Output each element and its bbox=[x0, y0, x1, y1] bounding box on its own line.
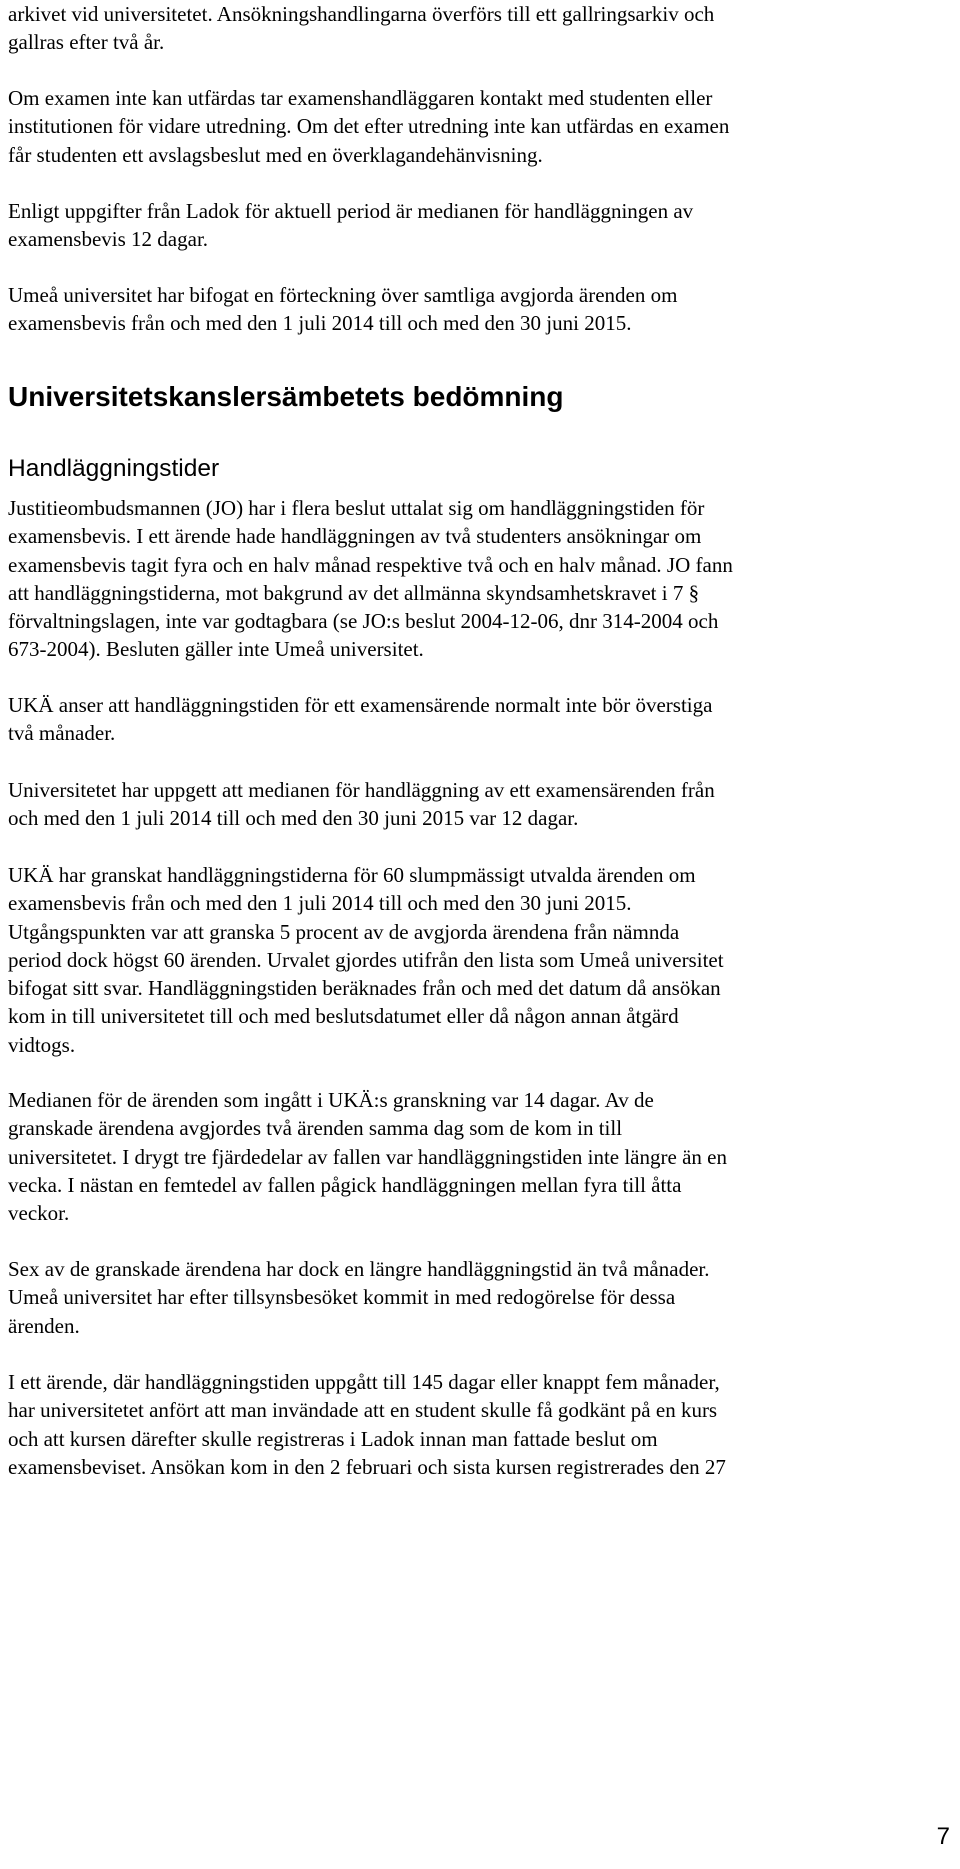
text-line: examensbeviset. Ansökan kom in den 2 februari och sista kursen registrerades den 27 bbox=[8, 1454, 726, 1479]
text-line: UKÄ har granskat handläggningstiderna för 60 slumpmässigt utvalda ärenden om bbox=[8, 863, 696, 887]
text-line: Justitieombudsmannen (JO) har i flera beslut uttalat sig om handläggningstiden för bbox=[8, 496, 705, 520]
text-line: gallras efter två år. bbox=[8, 30, 165, 55]
page-number: 7 bbox=[936, 1823, 950, 1850]
paragraph-attached-list bbox=[8, 281, 954, 338]
paragraph-review-median bbox=[8, 1086, 954, 1227]
text-line: examensbevis. I ett ärende hade handläggningen av två studenters ansökningar om bbox=[8, 524, 702, 549]
text-line: Universitetet har uppgett att medianen för handläggning av ett examensärenden från bbox=[8, 778, 715, 802]
text-line: bifogat sitt svar. Handläggningstiden beräknades från och med det datum då ansökan bbox=[8, 976, 721, 1001]
text-line: och att kursen därefter skulle registreras i Ladok innan man fattade beslut om bbox=[8, 1426, 658, 1451]
text-line: att handläggningstiderna, mot bakgrund av det allmänna skyndsamhetskravet i 7 § bbox=[8, 580, 700, 605]
text-line: veckor. bbox=[8, 1201, 70, 1226]
text-line: institutionen för vidare utredning. Om det efter utredning inte kan utfärdas en examen bbox=[8, 114, 730, 139]
text-line: examensbevis från och med den 1 juli 2014 till och med den 30 juni 2015. bbox=[8, 891, 632, 916]
text-line: två månader. bbox=[8, 721, 116, 746]
text-line: granskade ärendena avgjordes två ärenden samma dag som de kom in till bbox=[8, 1116, 623, 1141]
text-line: 673-2004). Besluten gäller inte Umeå universitet. bbox=[8, 637, 424, 662]
subsection-heading: Handläggningstider bbox=[8, 455, 220, 482]
text-line: Umeå universitet har bifogat en förteckning över samtliga avgjorda ärenden om bbox=[8, 283, 678, 307]
text-line: Sex av de granskade ärendena har dock en längre handläggningstid än två månader. bbox=[8, 1257, 710, 1281]
text-line: Medianen för de ärenden som ingått i UKÄ:s granskning var 14 dagar. Av de bbox=[8, 1088, 654, 1112]
text-line: ärenden. bbox=[8, 1313, 80, 1338]
section-heading: Universitetskanslersämbetets bedömning bbox=[8, 381, 564, 412]
text-line: period dock högst 60 ärenden. Urvalet gjordes utifrån den lista som Umeå universitet bbox=[8, 947, 724, 972]
paragraph-ladok-median bbox=[8, 197, 954, 254]
paragraph-investigation bbox=[8, 84, 954, 169]
text-line: Umeå universitet har efter tillsynsbesöket kommit in med redogörelse för dessa bbox=[8, 1285, 676, 1310]
text-line: examensbevis tagit fyra och en halv månad respektive två och en halv månad. JO fann bbox=[8, 552, 733, 577]
paragraph-uka-review bbox=[8, 861, 954, 1059]
paragraph-university-median bbox=[8, 776, 954, 833]
text-line: Utgångspunkten var att granska 5 procent av de avgjorda ärendena från nämnda bbox=[8, 919, 680, 944]
text-line: Om examen inte kan utfärdas tar examenshandläggaren kontakt med studenten eller bbox=[8, 86, 713, 110]
text-line: examensbevis 12 dagar. bbox=[8, 227, 209, 252]
text-line: förvaltningslagen, inte var godtagbara (se JO:s beslut 2004-12-06, dnr 314-2004 och bbox=[8, 609, 719, 634]
text-line: får studenten ett avslagsbeslut med en överklagandehänvisning. bbox=[8, 142, 543, 167]
text-line: UKÄ anser att handläggningstiden för ett examensärende normalt inte bör överstiga bbox=[8, 693, 713, 717]
text-line: I ett ärende, där handläggningstiden uppgått till 145 dagar eller knappt fem månader, bbox=[8, 1370, 720, 1394]
text-line: examensbevis från och med den 1 juli 2014 till och med den 30 juni 2015. bbox=[8, 311, 632, 336]
paragraph-jo-decisions bbox=[8, 494, 954, 664]
text-line: och med den 1 juli 2014 till och med den 30 juni 2015 var 12 dagar. bbox=[8, 806, 579, 831]
text-line: Enligt uppgifter från Ladok för aktuell period är medianen för handläggningen av bbox=[8, 199, 694, 223]
paragraph-uka-opinion bbox=[8, 691, 954, 748]
text-line: vecka. I nästan en femtedel av fallen pågick handläggningen mellan fyra till åtta bbox=[8, 1172, 682, 1197]
paragraph-145-days-case bbox=[8, 1368, 954, 1481]
paragraph-archive bbox=[8, 0, 954, 57]
text-line: universitetet. I drygt tre fjärdedelar av fallen var handläggningstiden inte längre än en bbox=[8, 1144, 727, 1169]
paragraph-longer-cases bbox=[8, 1255, 954, 1340]
text-line: arkivet vid universitetet. Ansökningshandlingarna överförs till ett gallringsarkiv och bbox=[8, 2, 715, 26]
text-line: vidtogs. bbox=[8, 1032, 76, 1057]
text-line: har universitetet anfört att man invändade att en student skulle få godkänt på en kurs bbox=[8, 1398, 718, 1423]
text-line: kom in till universitetet till och med beslutsdatumet eller då någon annan åtgärd bbox=[8, 1004, 679, 1029]
